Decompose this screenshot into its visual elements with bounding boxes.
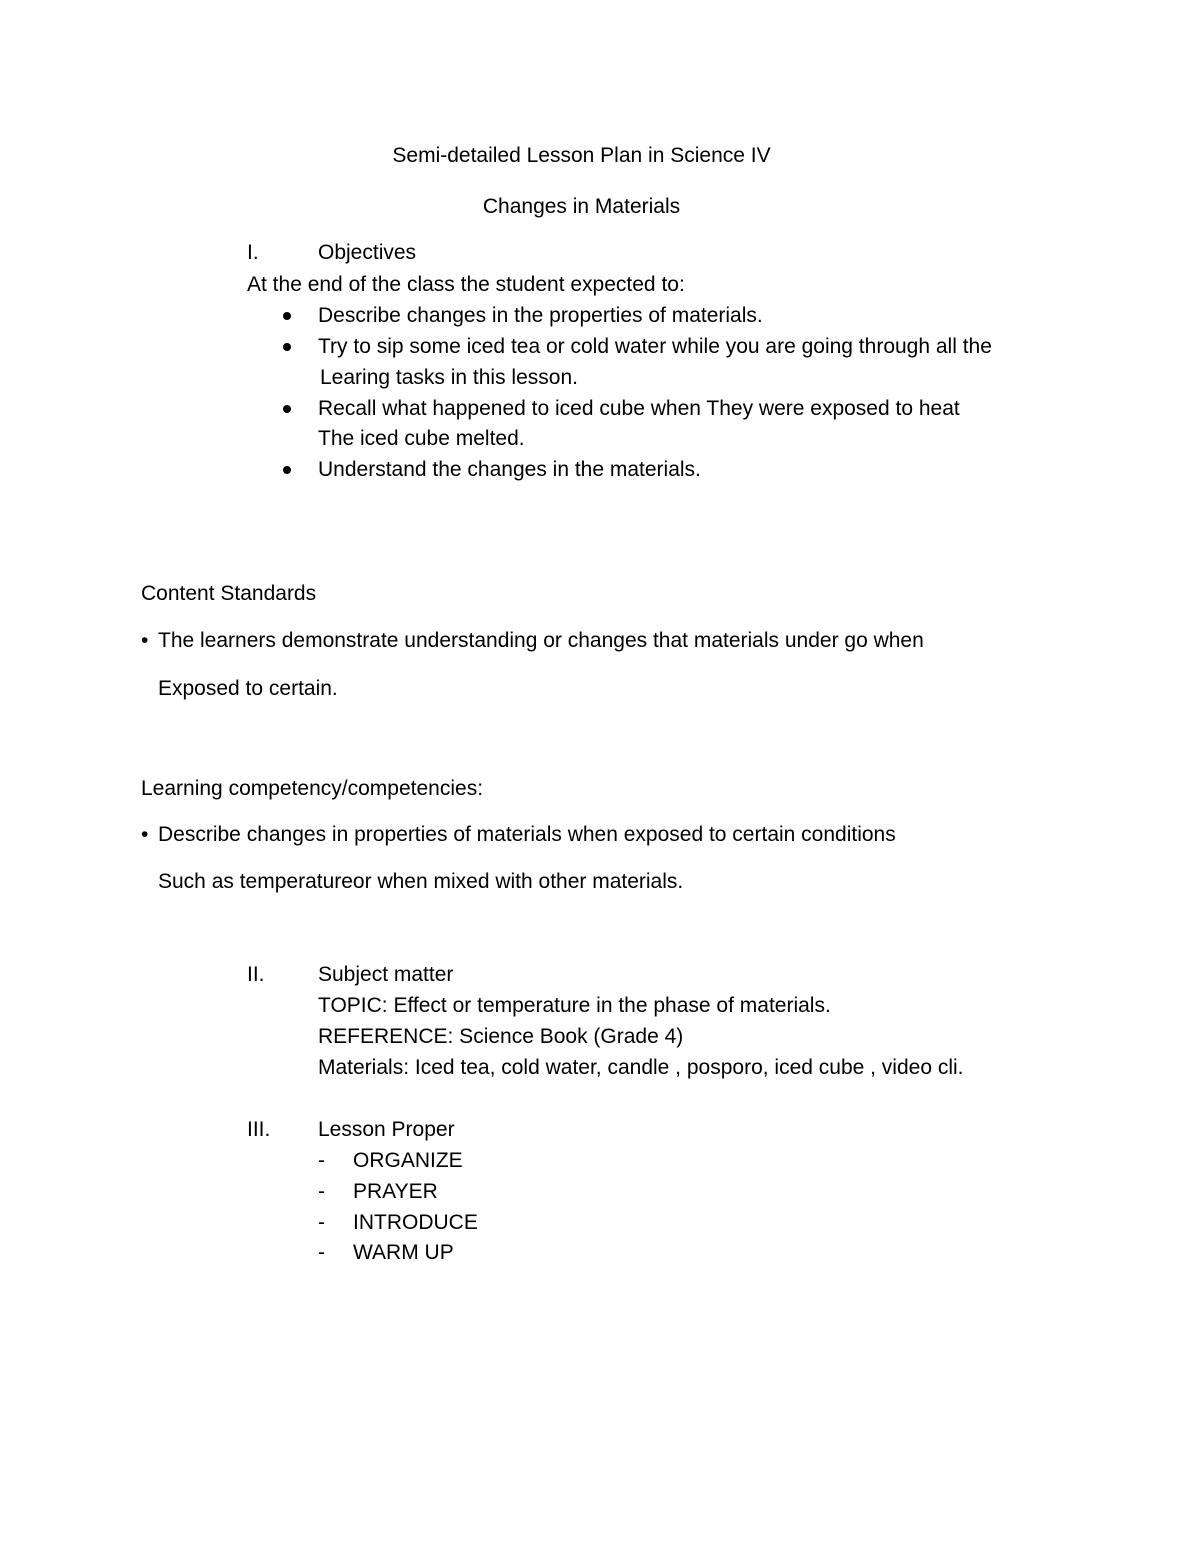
dash-marker: - xyxy=(318,1180,325,1203)
objective-item: Try to sip some iced tea or cold water while you are going through all the xyxy=(318,335,992,358)
dash-marker: - xyxy=(318,1211,325,1234)
objective-item: Recall what happened to iced cube when They were exposed to heat xyxy=(318,397,960,420)
lesson-proper-numeral: III. xyxy=(247,1118,271,1141)
bullet-icon xyxy=(283,405,291,413)
lesson-step: WARM UP xyxy=(353,1241,454,1264)
objective-item-continuation: The iced cube melted. xyxy=(318,427,525,450)
subject-matter-materials: Materials: Iced tea, cold water, candle , posporo, iced cube , video cli. xyxy=(318,1056,964,1079)
objectives-heading: Objectives xyxy=(318,241,417,264)
bullet-icon xyxy=(283,466,291,474)
learning-competency-line: Such as temperatureor when mixed with other materials. xyxy=(158,870,684,893)
learning-competency-line: Describe changes in properties of materials when exposed to certain conditions xyxy=(158,823,896,846)
subject-matter-heading: Subject matter xyxy=(318,963,454,986)
bullet-icon xyxy=(283,312,291,320)
lesson-step: INTRODUCE xyxy=(353,1211,478,1234)
content-standards-line: Exposed to certain. xyxy=(158,677,338,700)
learning-competency-bullet: • xyxy=(141,823,149,846)
content-standards-line: The learners demonstrate understanding or changes that materials under go when xyxy=(158,629,924,652)
dash-marker: - xyxy=(318,1241,325,1264)
document-subtitle: Changes in Materials xyxy=(482,195,681,218)
objectives-intro: At the end of the class the student expected to: xyxy=(247,273,685,296)
learning-competency-heading: Learning competency/competencies: xyxy=(141,777,484,800)
lesson-step: PRAYER xyxy=(353,1180,438,1203)
content-standards-bullet: • xyxy=(141,629,149,652)
dash-marker: - xyxy=(318,1149,325,1172)
objective-item-continuation: Learing tasks in this lesson. xyxy=(320,366,578,389)
document-title: Semi-detailed Lesson Plan in Science IV xyxy=(392,144,771,167)
bullet-icon xyxy=(283,343,291,351)
objective-item: Understand the changes in the materials. xyxy=(318,458,701,481)
lesson-proper-heading: Lesson Proper xyxy=(318,1118,455,1141)
objectives-numeral: I. xyxy=(247,241,259,264)
content-standards-heading: Content Standards xyxy=(141,582,317,605)
lesson-step: ORGANIZE xyxy=(353,1149,463,1172)
subject-matter-reference: REFERENCE: Science Book (Grade 4) xyxy=(318,1025,684,1048)
objective-item: Describe changes in the properties of materials. xyxy=(318,304,763,327)
subject-matter-topic: TOPIC: Effect or temperature in the phase of materials. xyxy=(318,994,831,1017)
subject-matter-numeral: II. xyxy=(247,963,265,986)
